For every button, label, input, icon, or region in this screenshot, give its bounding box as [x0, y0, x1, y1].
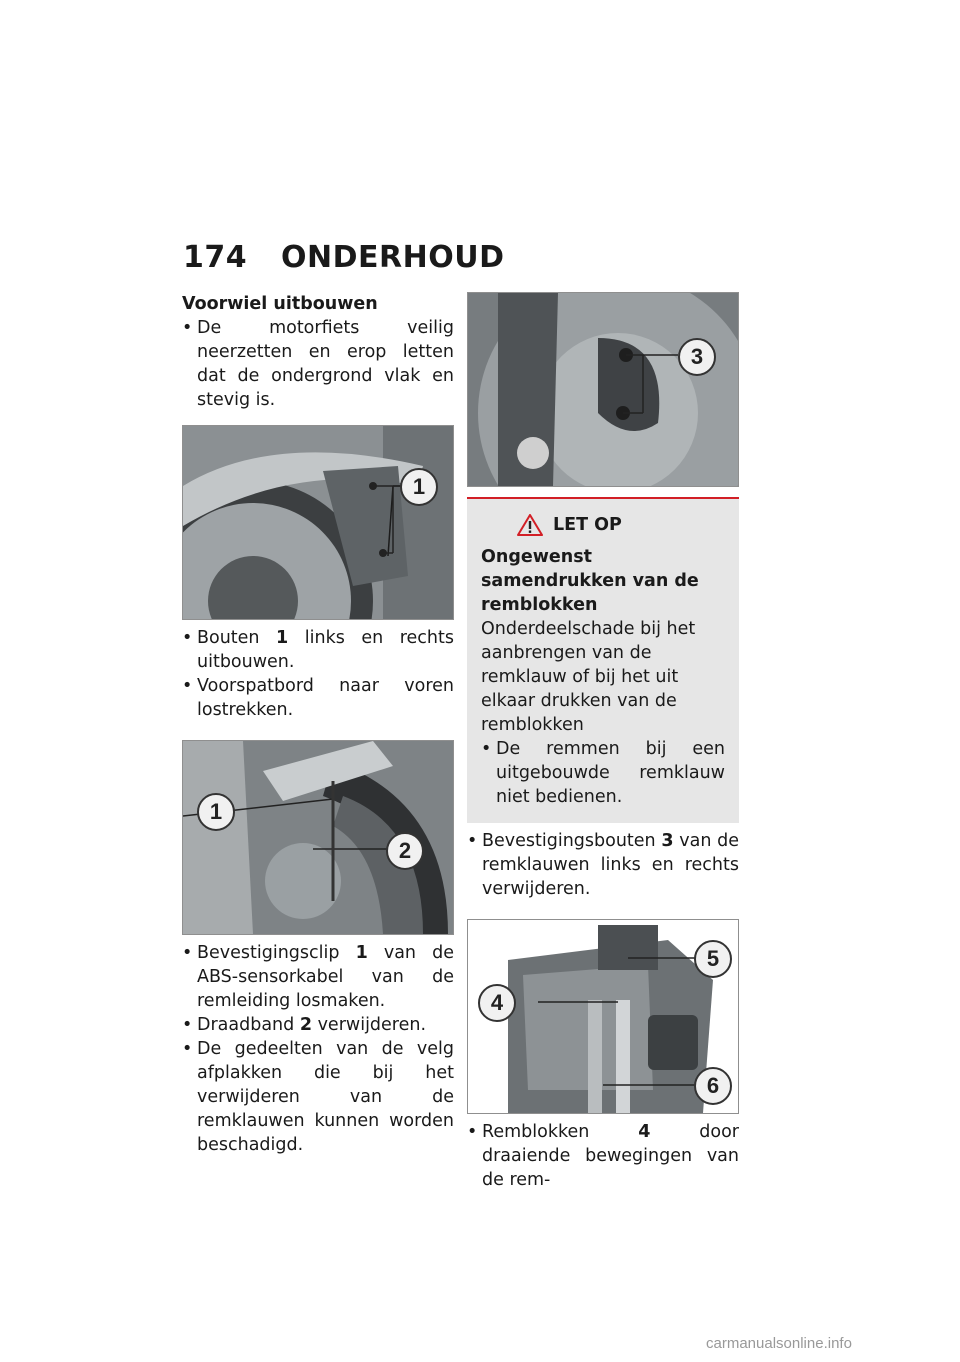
step-2: • Bouten 1 links en rechts uitbouwen. — [182, 626, 454, 674]
callout-1: 1 — [400, 468, 438, 506]
watermark: carmanualsonline.info — [706, 1335, 852, 1352]
step-1: • De motorfiets veilig neerzetten en erop letten dat de ondergrond vlak en stevig is. — [182, 316, 454, 412]
page-header — [183, 240, 504, 275]
photo-front-fender — [182, 425, 454, 620]
page-number: 174 — [183, 240, 248, 275]
step-3: • Voorspatbord naar voren lostrekken. — [182, 674, 454, 722]
callout-6: 6 — [694, 1067, 732, 1105]
caliper-illustration — [468, 293, 738, 486]
notice-title: Ongewenst samendrukken van de remblokken — [481, 547, 699, 615]
warning-icon — [517, 514, 543, 536]
notice-bullet: • De remmen bij een uitgebouwde remklauw niet bedienen. — [481, 737, 725, 809]
right-column — [467, 292, 739, 1192]
callout-5: 5 — [694, 940, 732, 978]
step-8: • Remblokken 4 door draaiende bewegingen van de rem- — [467, 1120, 739, 1192]
chapter-title: ONDERHOUD — [281, 240, 505, 275]
notice-label: LET OP — [553, 515, 622, 535]
section-heading: Voorwiel uitbouwen — [182, 294, 378, 314]
callout-3: 3 — [678, 338, 716, 376]
notice-header — [481, 513, 725, 537]
left-column — [182, 292, 454, 1157]
callout-4: 4 — [478, 984, 516, 1022]
step-5: • Draadband 2 verwijderen. — [182, 1013, 454, 1037]
callout-1: 1 — [197, 793, 235, 831]
photo-brake-caliper — [467, 292, 739, 487]
notice-box — [467, 497, 739, 823]
step-6: • De gedeelten van de velg afplakken die bij het verwijderen van de remklauwen kunnen worden beschadigd. — [182, 1037, 454, 1157]
fender-illustration — [183, 426, 453, 619]
step-7: • Bevestigingsbouten 3 van de remklauwen links en rechts verwijderen. — [467, 829, 739, 901]
photo-abs-cable — [182, 740, 454, 935]
step-4: • Bevestigingsclip 1 van de ABS-sensorkabel van de remleiding losmaken. — [182, 941, 454, 1013]
notice-text: Onderdeelschade bij het aanbrengen van de remklauw of bij het uit elkaar drukken van de remblokken — [481, 619, 696, 735]
photo-brake-pads — [467, 919, 739, 1114]
callout-2: 2 — [386, 832, 424, 870]
